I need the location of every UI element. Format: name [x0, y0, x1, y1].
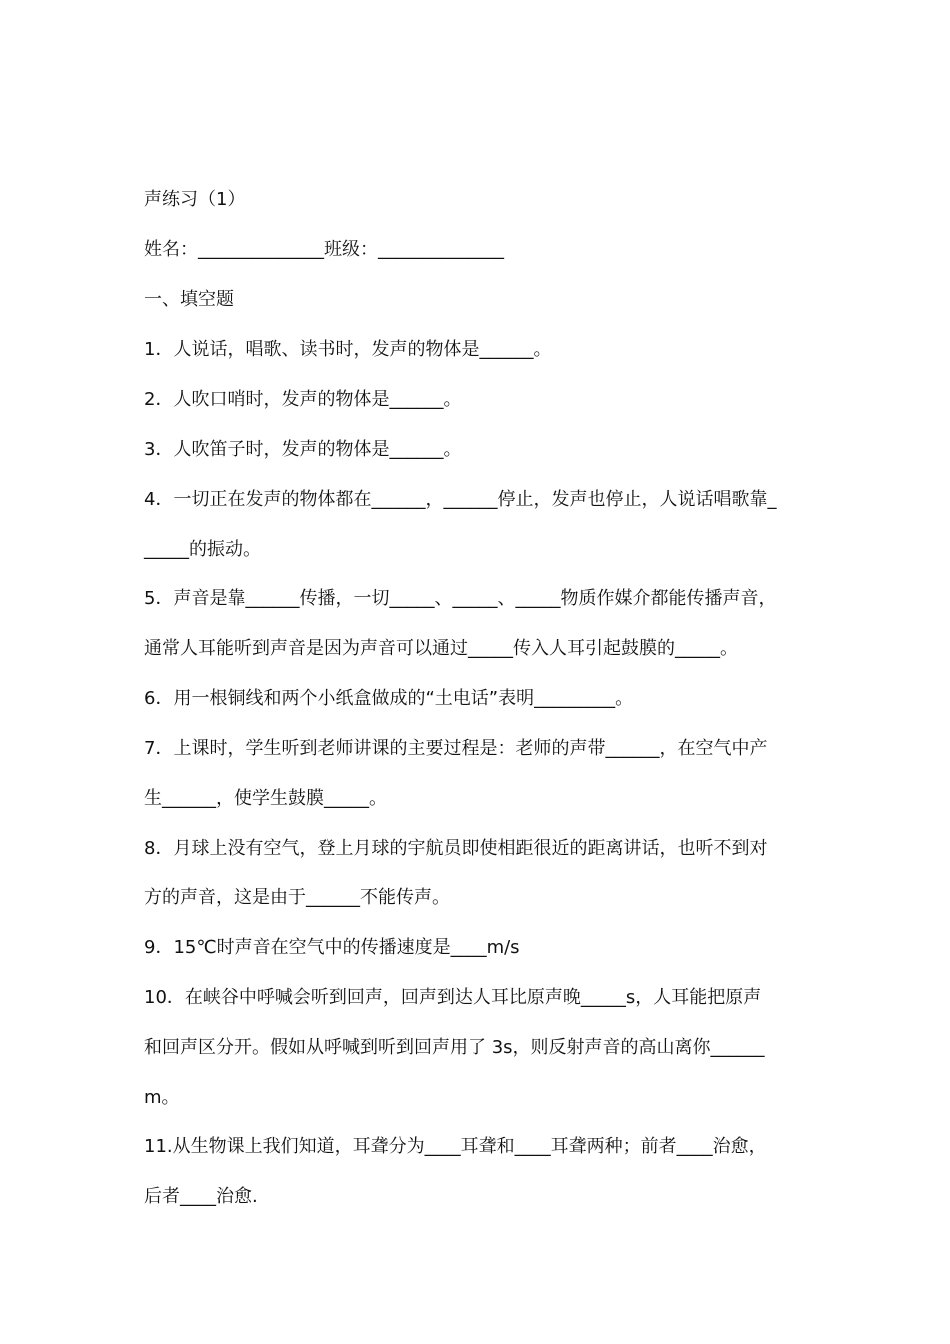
- question-5-line-2: 通常人耳能听到声音是因为声音可以通过_____传入人耳引起鼓膜的_____。: [144, 638, 738, 659]
- worksheet-title: 声练习（1）: [144, 189, 246, 210]
- question-7-line-1: 7．上课时，学生听到老师讲课的主要过程是：老师的声带______，在空气中产: [144, 738, 768, 759]
- student-info-line: 姓名：______________班级：______________: [144, 239, 504, 260]
- question-8-line-1: 8．月球上没有空气，登上月球的宇航员即使相距很近的距离讲话，也听不到对: [144, 838, 768, 859]
- question-4-line-2: _____的振动。: [144, 539, 261, 560]
- question-10-line-2: 和回声区分开。假如从呼喊到听到回声用了 3s，则反射声音的高山离你______: [144, 1037, 765, 1058]
- question-10-line-1: 10．在峡谷中呼喊会听到回声，回声到达人耳比原声晚_____s，人耳能把原声: [144, 987, 762, 1008]
- question-11-line-1: 11.从生物课上我们知道，耳聋分为____耳聋和____耳聋两种；前者____治愈，: [144, 1136, 767, 1157]
- question-10-line-3: m。: [144, 1087, 180, 1108]
- question-5-line-1: 5．声音是靠______传播，一切_____、_____、_____物质作媒介都能传播声音，: [144, 588, 777, 609]
- question-2: 2．人吹口哨时，发声的物体是______。: [144, 389, 462, 410]
- question-4-line-1: 4．一切正在发声的物体都在______，______停止，发声也停止，人说话唱歌靠_: [144, 489, 777, 510]
- question-9: 9．15℃时声音在空气中的传播速度是____m/s: [144, 937, 520, 958]
- question-3: 3．人吹笛子时，发声的物体是______。: [144, 439, 462, 460]
- question-8-line-2: 方的声音，这是由于______不能传声。: [144, 887, 450, 908]
- question-7-line-2: 生______，使学生鼓膜_____。: [144, 788, 387, 809]
- question-1: 1．人说话，唱歌、读书时，发声的物体是______。: [144, 339, 552, 360]
- section-heading: 一、填空题: [144, 289, 234, 310]
- question-6: 6．用一根铜线和两个小纸盒做成的“土电话”表明_________。: [144, 688, 634, 709]
- question-11-line-2: 后者____治愈.: [144, 1186, 258, 1207]
